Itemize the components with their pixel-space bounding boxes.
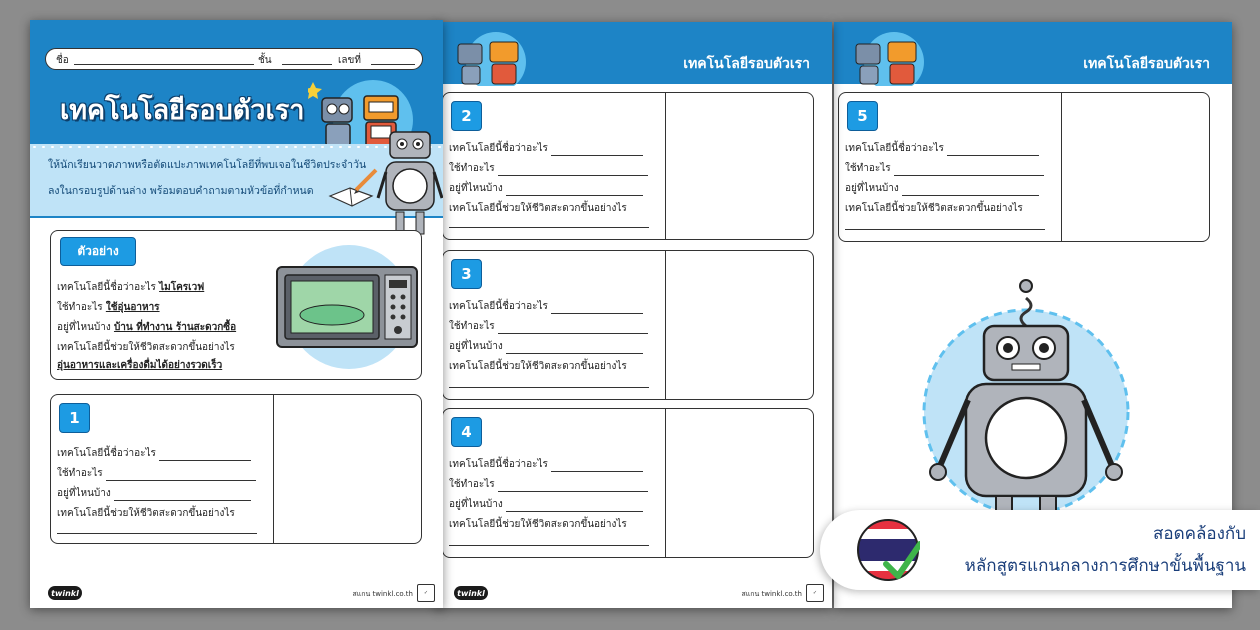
answer-blank[interactable] bbox=[506, 186, 643, 196]
question-1: เทคโนโลยีนี้ชื่อว่าอะไร bbox=[845, 141, 1039, 156]
robot-icon bbox=[376, 128, 443, 238]
answer-blank[interactable] bbox=[449, 387, 649, 388]
question-2: ใช้ทำอะไร bbox=[449, 319, 648, 334]
answer-blank[interactable] bbox=[551, 146, 643, 156]
answer-card-3 bbox=[442, 250, 814, 400]
example-q4: เทคโนโลยีนี้ช่วยให้ชีวิตสะดวกขึ้นอย่างไร bbox=[57, 342, 235, 353]
card-divider bbox=[1061, 93, 1062, 241]
instruction-text-1: ให้นักเรียนวาดภาพหรือตัดแปะภาพเทคโนโลยีที่พบเจอในชีวิตประจำวัน bbox=[48, 159, 367, 171]
answer-blank[interactable] bbox=[159, 451, 251, 461]
book-pencil-icon bbox=[326, 166, 380, 210]
answer-blank[interactable] bbox=[498, 166, 648, 176]
answer-blank[interactable] bbox=[498, 482, 648, 492]
question-4: เทคโนโลยีนี้ช่วยให้ชีวิตสะดวกขึ้นอย่างไร bbox=[845, 203, 1023, 214]
card-number-badge: 3 bbox=[451, 259, 482, 289]
card-divider bbox=[273, 395, 274, 543]
worksheet-page-2 bbox=[436, 22, 832, 608]
answer-blank[interactable] bbox=[506, 344, 643, 354]
worksheet-page-1 bbox=[30, 20, 443, 608]
card-number-badge: 4 bbox=[451, 417, 482, 447]
question-1: เทคโนโลยีนี้ชื่อว่าอะไร bbox=[449, 141, 643, 156]
answer-blank[interactable] bbox=[498, 324, 648, 334]
example-q3 bbox=[57, 320, 236, 335]
seal-icon: ✓ bbox=[417, 584, 435, 602]
answer-blank[interactable] bbox=[57, 533, 257, 534]
answer-blank[interactable] bbox=[449, 227, 649, 228]
example-q2 bbox=[57, 300, 160, 315]
robot-group-icon bbox=[444, 30, 544, 86]
answer-blank[interactable] bbox=[114, 491, 251, 501]
curriculum-alignment-badge bbox=[820, 510, 1260, 590]
answer-blank[interactable] bbox=[449, 545, 649, 546]
class-label: ชั้น bbox=[258, 55, 272, 66]
example-q3-answer: บ้าน ที่ทำงาน ร้านสะดวกซื้อ bbox=[113, 322, 237, 333]
twinkl-logo: twinkl bbox=[454, 586, 488, 600]
question-4: เทคโนโลยีนี้ช่วยให้ชีวิตสะดวกขึ้นอย่างไร bbox=[449, 519, 627, 530]
name-line bbox=[74, 64, 254, 65]
class-line bbox=[282, 64, 332, 65]
card-divider bbox=[665, 409, 666, 557]
page-heading: เทคโนโลยีรอบตัวเรา bbox=[683, 56, 810, 72]
question-3: อยู่ที่ไหนบ้าง bbox=[449, 181, 643, 196]
question-3: อยู่ที่ไหนบ้าง bbox=[845, 181, 1039, 196]
page-heading: เทคโนโลยีรอบตัวเรา bbox=[1083, 56, 1210, 72]
card-number-badge: 2 bbox=[451, 101, 482, 131]
question-2: ใช้ทำอะไร bbox=[449, 161, 648, 176]
example-q4-answer: อุ่นอาหารและเครื่องดื่มได้อย่างรวดเร็ว bbox=[57, 360, 223, 371]
twinkl-logo: twinkl bbox=[48, 586, 82, 600]
number-label: เลขที่ bbox=[338, 55, 361, 66]
card-number-badge: 5 bbox=[847, 101, 878, 131]
answer-card-2 bbox=[442, 92, 814, 240]
number-line bbox=[371, 64, 415, 65]
example-q1-answer: ไมโครเวฟ bbox=[159, 282, 205, 293]
question-2: ใช้ทำอะไร bbox=[449, 477, 648, 492]
answer-card-4 bbox=[442, 408, 814, 558]
alignment-text-1: สอดคล้องกับ bbox=[1152, 524, 1246, 544]
question-4: เทคโนโลยีนี้ช่วยให้ชีวิตสะดวกขึ้นอย่างไร bbox=[449, 203, 627, 214]
card-divider bbox=[665, 251, 666, 399]
footer-url: สแกน twinkl.co.th bbox=[741, 590, 802, 598]
robot-group-icon bbox=[842, 30, 942, 86]
worksheet-header bbox=[30, 20, 443, 218]
answer-blank[interactable] bbox=[902, 186, 1039, 196]
example-q2-label: ใช้ทำอะไร bbox=[57, 302, 103, 313]
answer-blank[interactable] bbox=[845, 229, 1045, 230]
example-q1 bbox=[57, 280, 204, 295]
answer-blank[interactable] bbox=[106, 471, 256, 481]
card-number-badge: 1 bbox=[59, 403, 90, 433]
answer-card-5 bbox=[838, 92, 1210, 242]
microwave-icon bbox=[273, 237, 419, 373]
question-3: อยู่ที่ไหนบ้าง bbox=[449, 497, 643, 512]
seal-icon: ✓ bbox=[806, 584, 824, 602]
footer-url: สแกน twinkl.co.th bbox=[352, 590, 413, 598]
answer-blank[interactable] bbox=[894, 166, 1044, 176]
question-1: เทคโนโลยีนี้ชื่อว่าอะไร bbox=[449, 457, 643, 472]
student-info-bar bbox=[45, 48, 423, 70]
answer-blank[interactable] bbox=[947, 146, 1039, 156]
question-3: อยู่ที่ไหนบ้าง bbox=[449, 339, 643, 354]
example-q3-label: อยู่ที่ไหนบ้าง bbox=[57, 322, 111, 333]
answer-blank[interactable] bbox=[506, 502, 643, 512]
answer-blank[interactable] bbox=[551, 304, 643, 314]
page-footer bbox=[30, 580, 443, 608]
example-q1-label: เทคโนโลยีนี้ชื่อว่าอะไร bbox=[57, 282, 156, 293]
question-3: อยู่ที่ไหนบ้าง bbox=[57, 486, 251, 501]
question-4: เทคโนโลยีนี้ช่วยให้ชีวิตสะดวกขึ้นอย่างไร bbox=[449, 361, 627, 372]
answer-card-1 bbox=[50, 394, 422, 544]
question-2: ใช้ทำอะไร bbox=[57, 466, 256, 481]
page-title: เทคโนโลยีรอบตัวเรา bbox=[60, 95, 305, 126]
alignment-text-2: หลักสูตรแกนกลางการศึกษาขั้นพื้นฐาน bbox=[964, 556, 1246, 576]
name-label: ชื่อ bbox=[56, 55, 69, 66]
question-4: เทคโนโลยีนี้ช่วยให้ชีวิตสะดวกขึ้นอย่างไร bbox=[57, 508, 235, 519]
page-header-band bbox=[436, 22, 832, 84]
question-1: เทคโนโลยีนี้ชื่อว่าอะไร bbox=[449, 299, 643, 314]
instruction-text-2: ลงในกรอบรูปด้านล่าง พร้อมตอบคำถามตามหัวข้อที่กำหนด bbox=[48, 185, 314, 197]
robot-icon bbox=[908, 276, 1148, 526]
example-q2-answer: ใช้อุ่นอาหาร bbox=[105, 302, 160, 313]
example-card bbox=[50, 230, 422, 380]
question-1: เทคโนโลยีนี้ชื่อว่าอะไร bbox=[57, 446, 251, 461]
example-badge: ตัวอย่าง bbox=[60, 237, 136, 266]
question-2: ใช้ทำอะไร bbox=[845, 161, 1044, 176]
card-divider bbox=[665, 93, 666, 239]
page-header-band bbox=[834, 22, 1232, 84]
page-footer bbox=[436, 580, 832, 608]
answer-blank[interactable] bbox=[551, 462, 643, 472]
thai-flag-icon bbox=[856, 518, 920, 582]
